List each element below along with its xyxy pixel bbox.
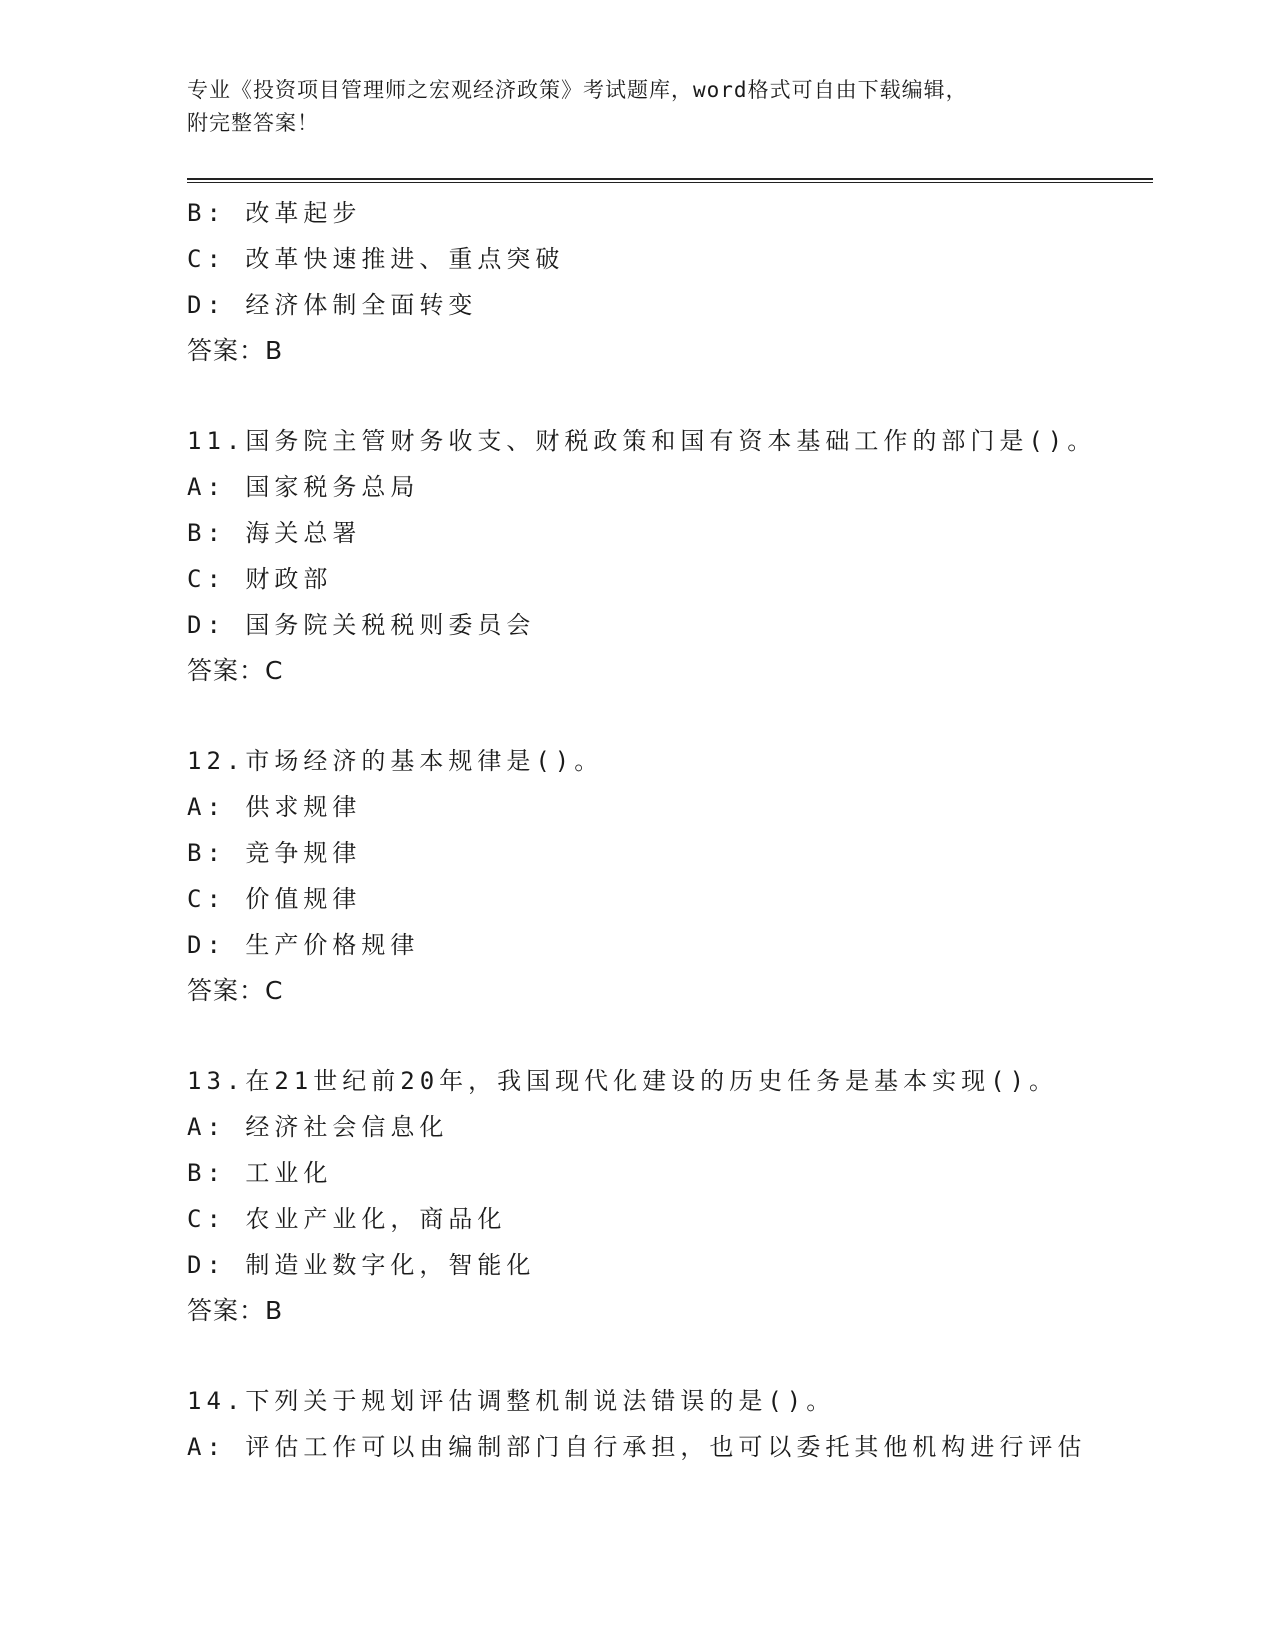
header-line-2: 附完整答案！ (187, 111, 319, 135)
option-b: B: 改革起步 (187, 199, 362, 227)
question-stem: 12.市场经济的基本规律是()。 (187, 747, 604, 775)
option-b: B: 竞争规律 (187, 839, 362, 867)
question-stem: 14.下列关于规划评估调整机制说法错误的是()。 (187, 1387, 836, 1415)
option-d: D: 制造业数字化，智能化 (187, 1251, 536, 1279)
option-b: B: 工业化 (187, 1159, 333, 1187)
answer: 答案：C (187, 976, 284, 1005)
answer: 答案：B (187, 1296, 284, 1325)
option-b: B: 海关总署 (187, 519, 362, 547)
option-d: D: 生产价格规律 (187, 931, 420, 959)
option-a: A: 经济社会信息化 (187, 1113, 449, 1141)
option-d: D: 国务院关税税则委员会 (187, 611, 536, 639)
document-header (187, 74, 1067, 140)
header-divider (187, 178, 1153, 183)
option-c: C: 价值规律 (187, 885, 362, 913)
question-list (187, 190, 1153, 1470)
question-stem: 11.国务院主管财务收支、财税政策和国有资本基础工作的部门是()。 (187, 427, 1097, 455)
option-a: A: 供求规律 (187, 793, 362, 821)
answer: 答案：B (187, 336, 284, 365)
option-d: D: 经济体制全面转变 (187, 291, 478, 319)
question-stem: 13.在21世纪前20年，我国现代化建设的历史任务是基本实现()。 (187, 1067, 1059, 1095)
header-line-1: 专业《投资项目管理师之宏观经济政策》考试题库，word格式可自由下载编辑， (187, 78, 968, 102)
option-a: A: 评估工作可以由编制部门自行承担，也可以委托其他机构进行评估 (187, 1433, 1087, 1461)
answer: 答案：C (187, 656, 284, 685)
question-11 (187, 418, 1153, 694)
question-12 (187, 738, 1153, 1014)
option-c: C: 财政部 (187, 565, 333, 593)
option-c: C: 农业产业化，商品化 (187, 1205, 507, 1233)
option-a: A: 国家税务总局 (187, 473, 420, 501)
question-13 (187, 1058, 1153, 1334)
question-14 (187, 1378, 1153, 1470)
option-c: C: 改革快速推进、重点突破 (187, 245, 565, 273)
question-10-tail (187, 190, 1153, 374)
